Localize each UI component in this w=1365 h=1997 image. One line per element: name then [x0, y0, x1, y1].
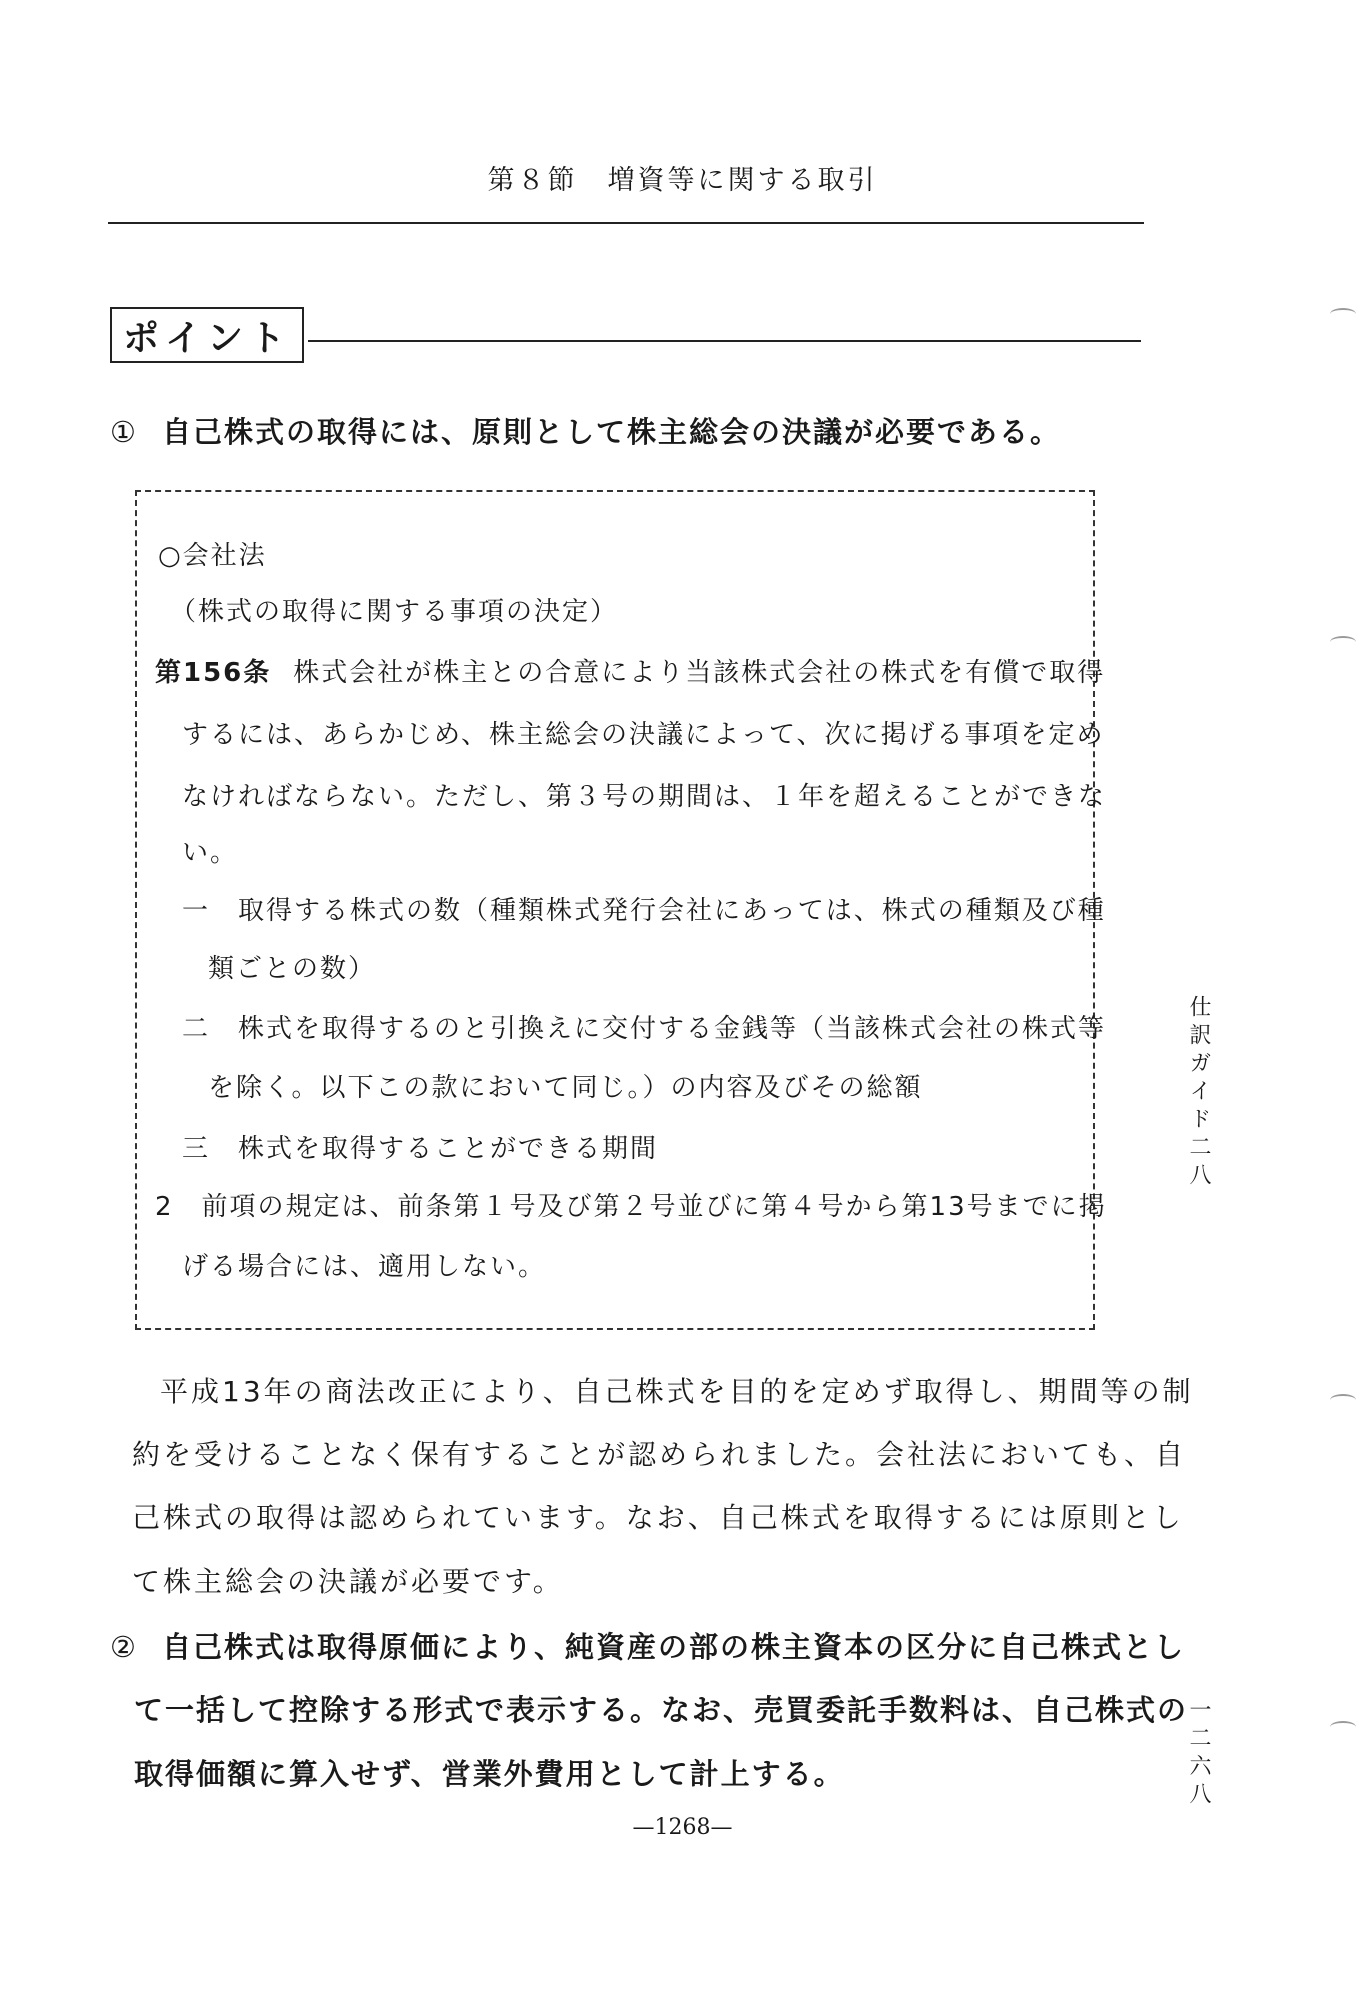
point-2-number: ②: [110, 1630, 138, 1664]
law-article-line-1: [155, 652, 1105, 689]
law-paragraph-2-cont: げる場合には、適用しない。: [182, 1252, 547, 1282]
side-page-kanji: 一二六八: [1186, 1698, 1211, 1810]
law-paragraph-2: 2 前項の規定は、前条第１号及び第２号並びに第４号から第13号までに掲: [155, 1192, 1107, 1222]
law-item-3: 三 株式を取得することができる期間: [182, 1134, 659, 1164]
edge-mark: [1330, 1394, 1356, 1406]
section-title: 第８節 増資等に関する取引: [487, 165, 878, 196]
edge-mark: [1330, 1721, 1356, 1733]
paragraph-line: 己株式の取得は認められています。なお、自己株式を取得するには原則とし: [132, 1501, 1184, 1534]
paragraph-line: 平成13年の商法改正により、自己株式を目的を定めず取得し、期間等の制: [160, 1375, 1194, 1408]
law-item-1: 一 取得する株式の数（種類株式発行会社にあっては、株式の種類及び種: [182, 896, 1106, 926]
law-caption: （株式の取得に関する事項の決定）: [170, 597, 619, 627]
law-line-0: 株式会社が株主との合意により当該株式会社の株式を有償で取得: [293, 658, 1106, 688]
law-item-2-cont: を除く。以下この款において同じ。）の内容及びその総額: [208, 1073, 923, 1103]
point-2-line-2: 取得価額に算入せず、営業外費用として計上する。: [134, 1757, 845, 1791]
point-1-text: 自己株式の取得には、原則として株主総会の決議が必要である。: [162, 415, 1062, 449]
point-heading-rule: [308, 340, 1141, 342]
point-1-number: ①: [110, 415, 138, 449]
page-number: —1268—: [632, 1815, 733, 1840]
law-item-2: 二 株式を取得するのと引換えに交付する金銭等（当該株式会社の株式等: [182, 1014, 1107, 1044]
law-source: ○会社法: [158, 541, 267, 571]
law-line: い。: [182, 838, 239, 868]
law-line: するには、あらかじめ、株主総会の決議によって、次に掲げる事項を定め: [182, 720, 1105, 750]
point-heading: ポイント: [110, 307, 304, 363]
paragraph-line: 約を受けることなく保有することが認められました。会社法においても、自: [132, 1438, 1187, 1471]
edge-mark: [1330, 636, 1356, 648]
edge-mark: [1330, 308, 1356, 320]
point-2: [110, 1625, 1185, 1666]
side-guide-label: 仕訳ガイド二八: [1186, 995, 1211, 1191]
law-line: なければならない。ただし、第３号の期間は、１年を超えることができな: [182, 782, 1107, 812]
law-article-label: 第156条: [155, 658, 272, 688]
point-2-line-1: て一括して控除する形式で表示する。なお、売買委託手数料は、自己株式の: [134, 1693, 1189, 1727]
law-item-1-cont: 類ごとの数）: [208, 954, 377, 984]
point-1: [110, 410, 1061, 451]
paragraph-line: て株主総会の決議が必要です。: [132, 1565, 564, 1598]
point-2-line-0: 自己株式は取得原価により、純資産の部の株主資本の区分に自己株式とし: [162, 1630, 1186, 1664]
header-divider: [108, 222, 1144, 224]
